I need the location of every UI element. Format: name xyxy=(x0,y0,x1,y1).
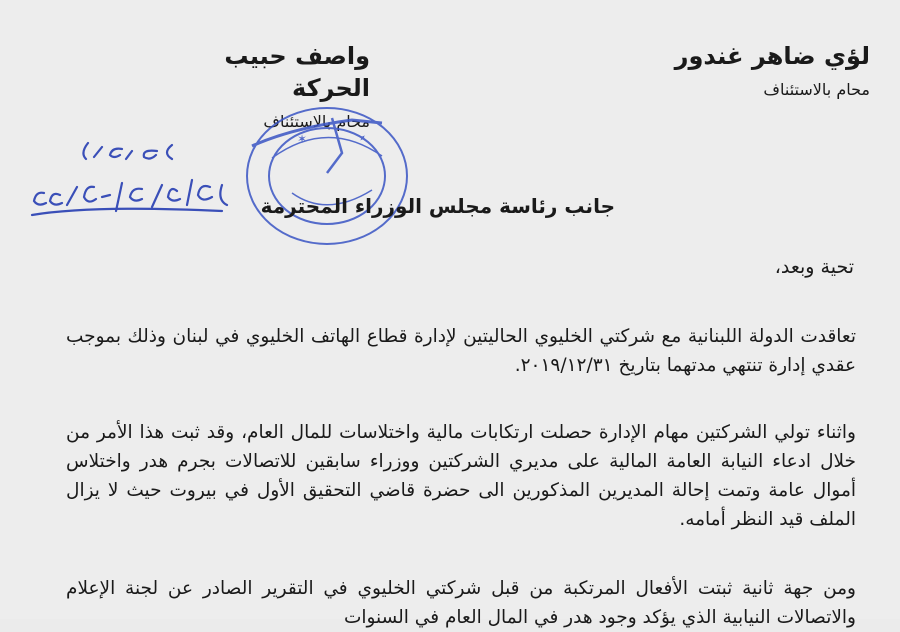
svg-text:✶: ✶ xyxy=(297,132,308,146)
sender-right xyxy=(675,40,870,99)
sender-right-title: محام بالاستئناف xyxy=(763,80,870,99)
addressee: جانب رئاسة مجلس الوزراء المحترمة xyxy=(260,194,615,218)
greeting: تحية وبعد، xyxy=(774,256,854,278)
sender-right-name: لؤي ضاهر غندور xyxy=(674,42,870,70)
official-stamp-icon xyxy=(232,98,412,248)
paragraph-2: واثناء تولي الشركتين مهام الإدارة حصلت ارتكابات مالية واختلاسات للمال العام، وقد ثبت هذا الأمر من خلال ادعاء النيابة العامة المالية على مديري الشركتين ووزراء سابقين للاتصالات بجرم هدر واختلاس أموال عامة وتمت إحالة المديرين المذكورين الى حضرة قاضي التحقيق الأول في بيروت حيث لا يزال الملف قيد النظر أمامه. xyxy=(66,422,856,530)
handwritten-date-icon xyxy=(22,125,242,235)
paragraph-3: ومن جهة ثانية ثبتت الأفعال المرتكبة من قبل شركتي الخليوي في التقرير الصادر عن لجنة الإعلام والاتصالات النيابية الذي يؤكد وجود هدر في المال العام في السنوات xyxy=(66,578,856,628)
svg-text:✦: ✦ xyxy=(355,131,369,146)
sender-left-name: واصف حبيب الحركة xyxy=(224,42,370,102)
paragraph-1: تعاقدت الدولة اللبنانية مع شركتي الخليوي الحاليتين لإدارة قطاع الهاتف الخليوي في لبنان وذلك بموجب عقدي إدارة تنتهي مدتهما بتاريخ ٢٠١٩/١٢/٣١. xyxy=(66,326,856,376)
sender-left-title: محام بالاستئناف xyxy=(263,112,370,131)
